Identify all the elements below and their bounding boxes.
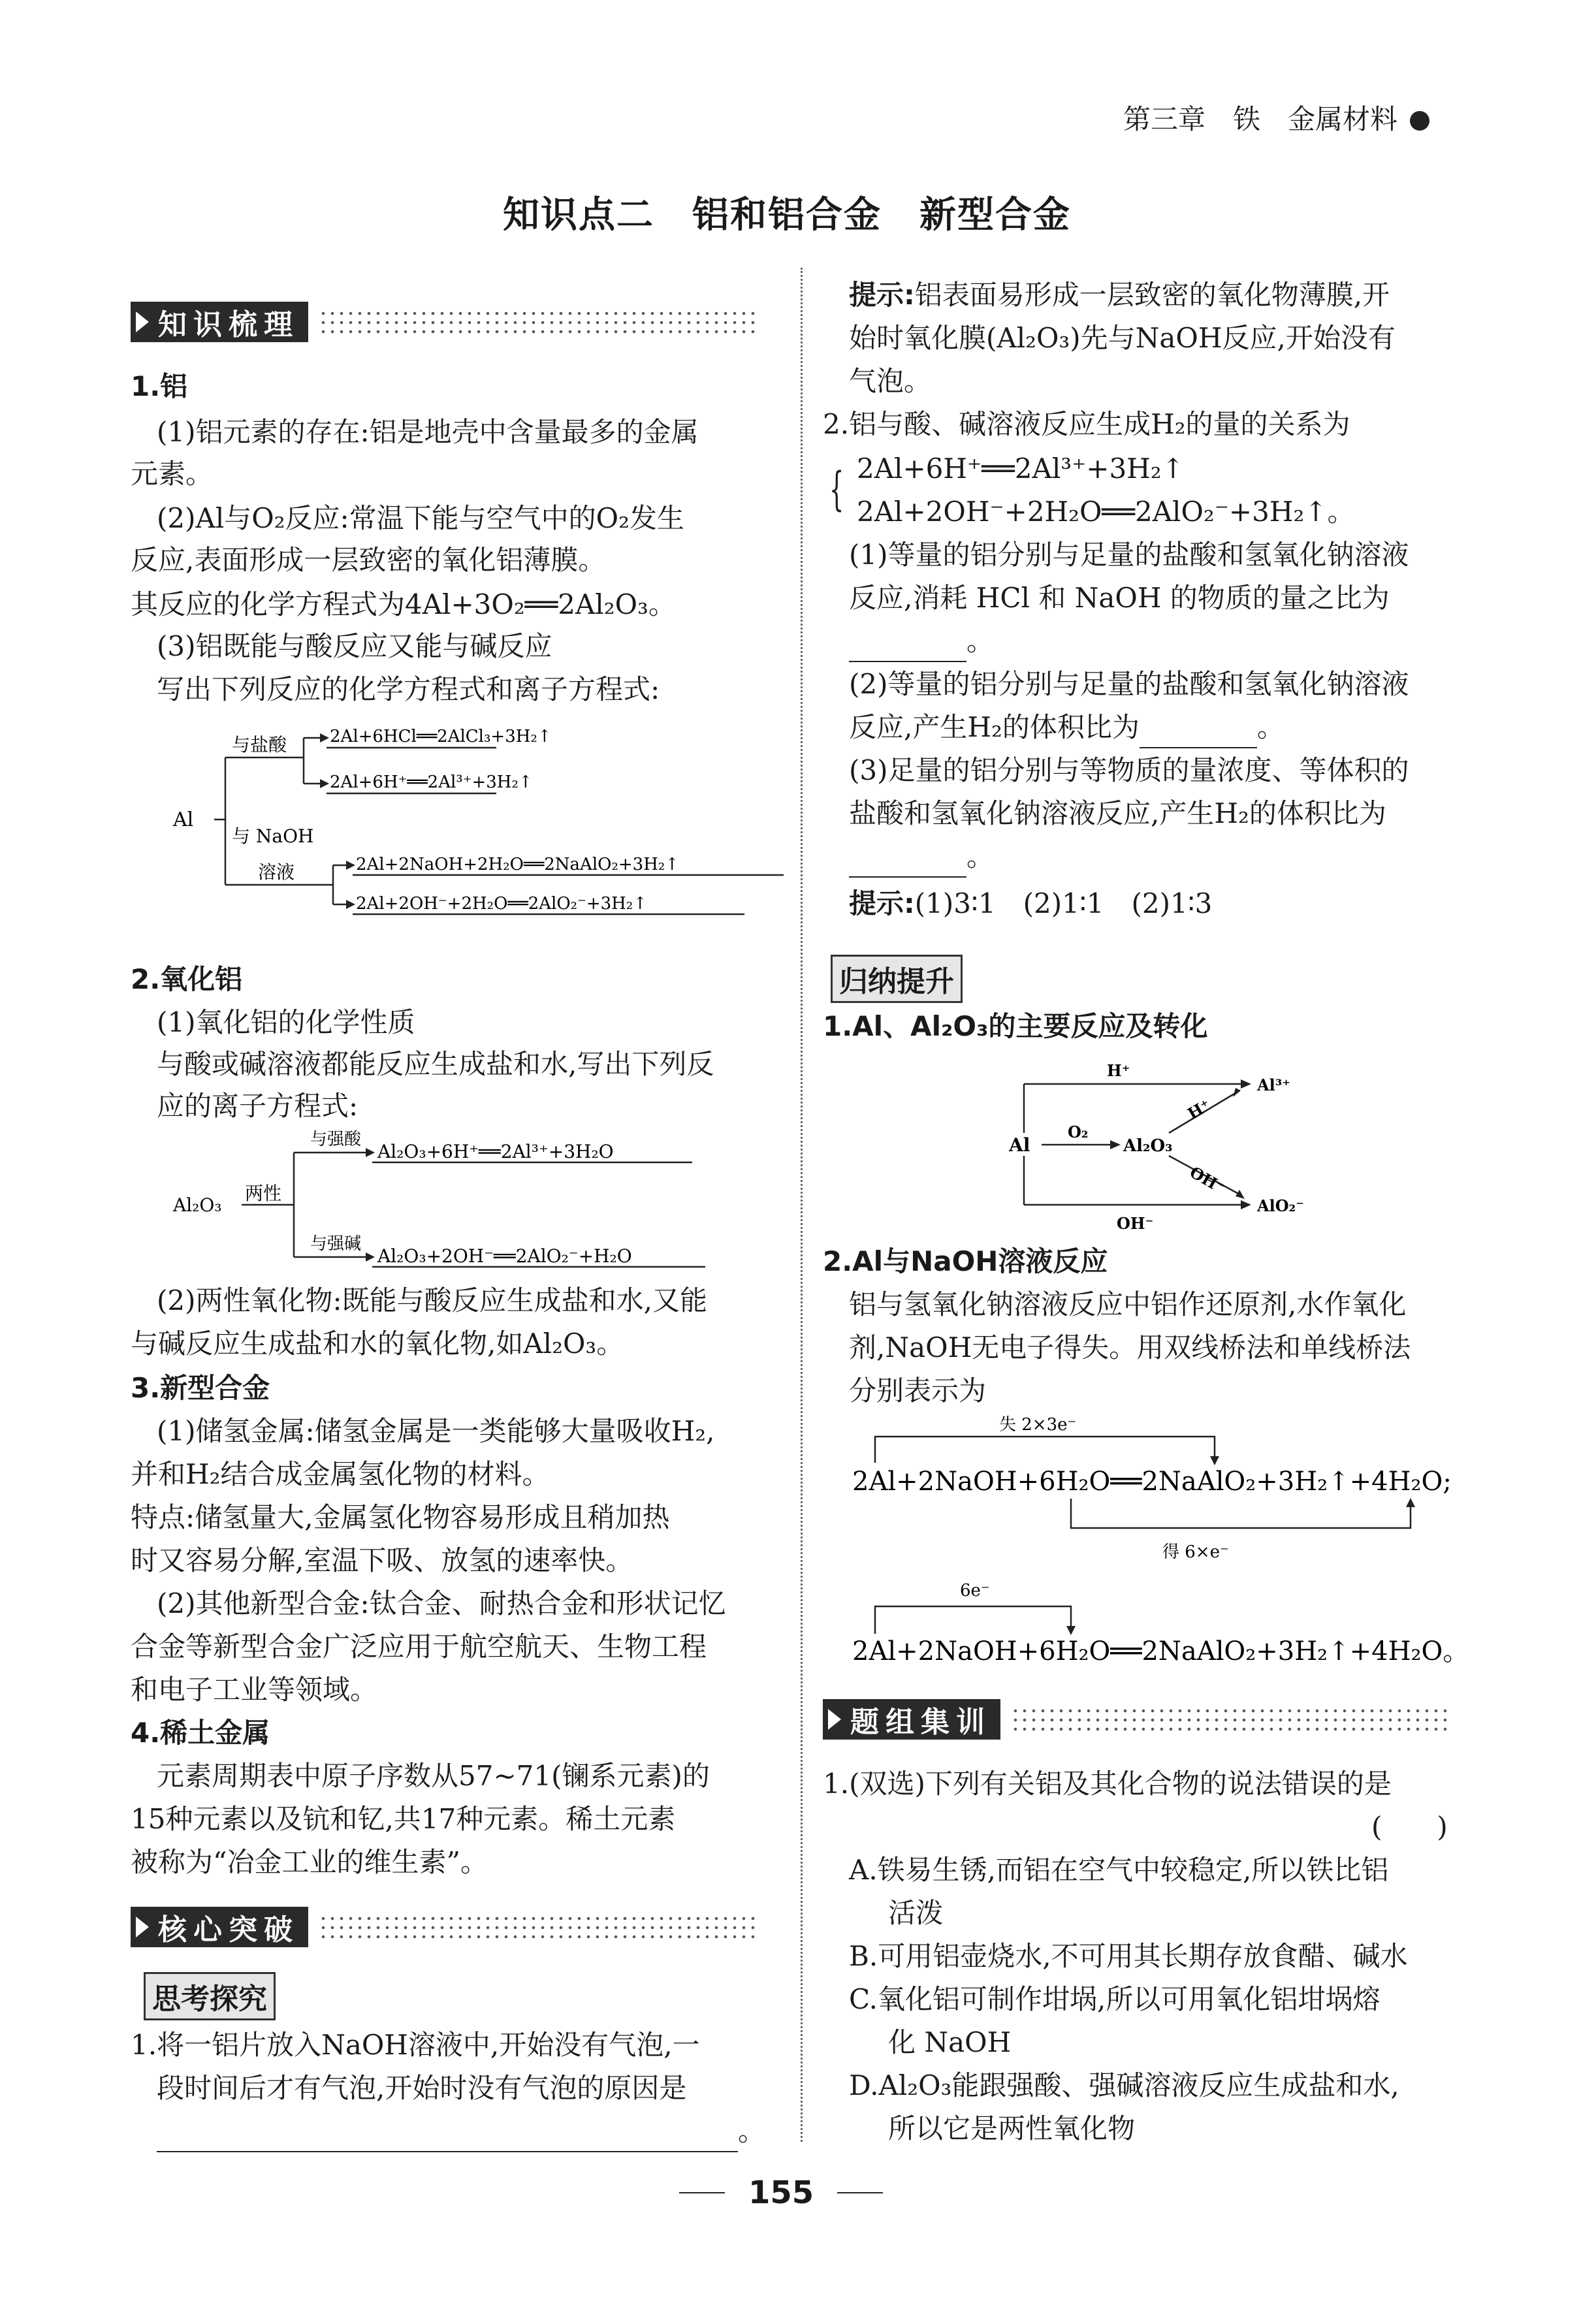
arrow-icon [136,1917,149,1937]
option-a[interactable]: A.铁易生锈,而铝在空气中较稳定,所以铁比铝 [849,1854,1389,1886]
arrow-icon [136,311,149,332]
question-text: 1.(双选)下列有关铝及其化合物的说法错误的是 [823,1768,1392,1800]
summary-heading: 1.Al、Al₂O₃的主要反应及转化 [823,1010,1208,1042]
hint-text: 始时氧化膜(Al₂O₃)先与NaOH反应,开始没有 [849,322,1396,354]
section-header-knowledge: 知识梳理 [131,300,758,343]
column-divider [801,268,803,2142]
diagram-label: Al [173,808,194,831]
alloy-text: (2)其他新型合金:钛合金、耐热合金和形状记忆 [157,1587,726,1619]
bridge-equation: 2Al+2NaOH+6H₂O══2NaAlO₂+3H₂↑+4H₂O; [852,1467,1452,1497]
al-text: (2)Al与O₂反应:常温下能与空气中的O₂发生 [157,502,684,534]
question-text: 反应,产生H₂的体积比为 [849,711,1140,743]
diagram-label: Al³⁺ [1257,1075,1290,1094]
arrow-icon [828,1709,841,1730]
think-tag: 思考探究 [144,1972,276,2020]
summary-text: 分别表示为 [849,1375,987,1407]
al-text: (3)铝既能与酸反应又能与碱反应 [157,630,552,662]
diagram-equation: 2Al+2OH⁻+2H₂O══2AlO₂⁻+3H₂↑ [356,894,648,914]
al-text: 反应,表面形成一层致密的氧化铝薄膜。 [131,544,606,576]
answer-blank[interactable] [1140,721,1257,748]
alloy-text: 时又容易分解,室温下吸、放氢的速率快。 [131,1544,633,1576]
question-text: 段时间后才有气泡,开始时没有气泡的原因是 [157,2072,687,2104]
oxide-heading: 2.氧化铝 [131,963,243,995]
oxide-text: 与碱反应生成盐和水的氧化物,如Al₂O₃。 [131,1328,624,1360]
diagram-equation: 2Al+6H⁺══2Al³⁺+3H₂↑ [330,772,533,792]
diagram-equation: Al₂O₃+2OH⁻══2AlO₂⁻+H₂O [377,1245,632,1267]
diagram-label: Al [1009,1134,1030,1156]
summary-tag: 归纳提升 [831,955,963,1003]
alloy-text: 特点:储氢量大,金属氢化物容易形成且稍加热 [131,1501,670,1533]
rare-earth-text: 元素周期表中原子序数从57~71(镧系元素)的 [157,1760,710,1792]
answer-blank[interactable] [849,850,966,878]
bridge-label: 失 2×3e⁻ [999,1415,1077,1435]
diagram-label: 与强酸 [310,1130,362,1149]
answer-paren[interactable]: ( ) [1371,1811,1448,1843]
alloy-text: 合金等新型合金广泛应用于航空航天、生物工程 [131,1631,707,1663]
question-text: 。 [738,2115,766,2147]
diagram-label: 与盐酸 [232,734,287,756]
answer-blank[interactable] [849,635,966,662]
bullet-icon [1410,111,1429,131]
option-d-cont: 所以它是两性氧化物 [888,2112,1136,2144]
option-a-cont: 活泼 [888,1897,944,1929]
alloy-text: 和电子工业等领域。 [131,1674,378,1706]
oxide-text: (1)氧化铝的化学性质 [157,1006,415,1038]
question-text: 反应,消耗 HCl 和 NaOH 的物质的量之比为 [849,582,1390,614]
question-text: 。 [966,625,995,657]
single-bridge-diagram [849,1574,1489,1678]
oxide-text: 应的离子方程式: [157,1090,359,1122]
running-header [1123,98,1429,137]
diagram-label: OH⁻ [1117,1214,1154,1233]
diagram-label: Al₂O₃ [1123,1136,1173,1156]
diagram-label: H⁺ [1107,1061,1130,1080]
al-text: 写出下列反应的化学方程式和离子方程式: [157,673,660,705]
question-text: 。 [1256,711,1285,743]
double-bridge-diagram [849,1410,1489,1567]
question-text: (3)足量的铝分别与等物质的量浓度、等体积的 [849,754,1409,786]
rare-earth-heading: 4.稀土金属 [131,1717,270,1749]
brace-icon: { [829,462,844,516]
al-reaction-diagram [170,712,797,947]
rare-earth-text: 被称为“冶金工业的维生素”。 [131,1846,488,1878]
bridge-label: 得 6×e⁻ [1162,1542,1229,1562]
summary-text: 剂,NaOH无电子得失。用双线桥法和单线桥法 [849,1331,1411,1363]
alloy-heading: 3.新型合金 [131,1372,270,1404]
page-number-row [679,2174,883,2211]
hint-label: 提示: [849,279,915,311]
bridge-equation: 2Al+2NaOH+6H₂O══2NaAlO₂+3H₂↑+4H₂O。 [852,1636,1469,1666]
section-header-practice: 题组集训 [823,1698,1450,1741]
hint-label: 提示: [849,887,915,919]
diagram-equation: 2Al+6HCl══2AlCl₃+3H₂↑ [330,727,552,746]
al-equation: 其反应的化学方程式为4Al+3O₂══2Al₂O₃。 [131,588,676,620]
divider [679,2192,725,2193]
section-header-core: 核心突破 [131,1905,758,1949]
option-b[interactable]: B.可用铝壶烧水,不可用其长期存放食醋、碱水 [849,1940,1408,1972]
al2o3-reaction-diagram [170,1126,731,1270]
hint-text: 铝表面易形成一层致密的氧化物薄膜,开 [914,279,1390,311]
question-text: (2)等量的铝分别与足量的盐酸和氢氧化钠溶液 [849,668,1409,700]
option-c-cont: 化 NaOH [888,2026,1012,2058]
diagram-label: 两性 [245,1183,282,1204]
al-heading: 1.铝 [131,370,188,402]
diagram-label: 与强碱 [310,1234,362,1254]
diagram-equation: 2Al+2NaOH+2H₂O══2NaAlO₂+3H₂↑ [356,855,680,874]
equation-line: 2Al+2OH⁻+2H₂O══2AlO₂⁻+3H₂↑。 [857,496,1355,528]
al-text: 元素。 [131,458,214,490]
oxide-text: (2)两性氧化物:既能与酸反应生成盐和水,又能 [157,1284,707,1316]
question-text: (1)等量的铝分别与足量的盐酸和氢氧化钠溶液 [849,539,1409,571]
page-title: 知识点二 铝和铝合金 新型合金 [503,194,1071,236]
answer-blank[interactable] [157,2125,738,2152]
hint-text: 气泡。 [849,365,932,397]
diagram-equation: Al₂O₃+6H⁺══2Al³⁺+3H₂O [377,1141,614,1162]
al-text: (1)铝元素的存在:铝是地壳中含量最多的金属 [157,416,699,448]
diagram-label: Al₂O₃ [173,1194,222,1216]
hint-text: (1)3∶1 (2)1∶1 (2)1∶3 [914,887,1213,919]
question-text: 2.铝与酸、碱溶液反应生成H₂的量的关系为 [823,408,1350,440]
divider [837,2192,883,2193]
al-conversion-diagram [1006,1058,1319,1234]
page-number: 155 [748,2174,814,2211]
question-text: 盐酸和氢氧化钠溶液反应,产生H₂的体积比为 [849,797,1386,829]
bridge-label: 6e⁻ [960,1581,990,1600]
summary-text: 铝与氢氧化钠溶液反应中铝作还原剂,水作氧化 [849,1288,1407,1320]
summary-heading: 2.Al与NaOH溶液反应 [823,1245,1108,1277]
diagram-label: H⁺ [1184,1095,1214,1124]
rare-earth-text: 15种元素以及钪和钇,共17种元素。稀土元素 [131,1803,676,1835]
diagram-label: AlO₂⁻ [1257,1196,1304,1215]
diagram-label: 溶液 [258,861,295,883]
chapter-label: 第三章 铁 金属材料 [1123,103,1398,135]
oxide-text: 与酸或碱溶液都能反应生成盐和水,写出下列反 [157,1048,714,1080]
diagram-label: O₂ [1068,1123,1089,1141]
alloy-text: (1)储氢金属:储氢金属是一类能够大量吸收H₂, [157,1415,715,1447]
equation-line: 2Al+6H⁺══2Al³⁺+3H₂↑ [857,453,1185,485]
option-c[interactable]: C.氧化铝可制作坩埚,所以可用氧化铝坩埚熔 [849,1983,1381,2015]
alloy-text: 并和H₂结合成金属氢化物的材料。 [131,1458,550,1490]
diagram-label: OH⁻ [1187,1162,1228,1198]
option-d[interactable]: D.Al₂O₃能跟强酸、强碱溶液反应生成盐和水, [849,2069,1399,2101]
question-text: 。 [966,840,995,872]
question-text: 1.将一铝片放入NaOH溶液中,开始没有气泡,一 [131,2029,700,2061]
diagram-label: 与 NaOH [232,825,314,847]
